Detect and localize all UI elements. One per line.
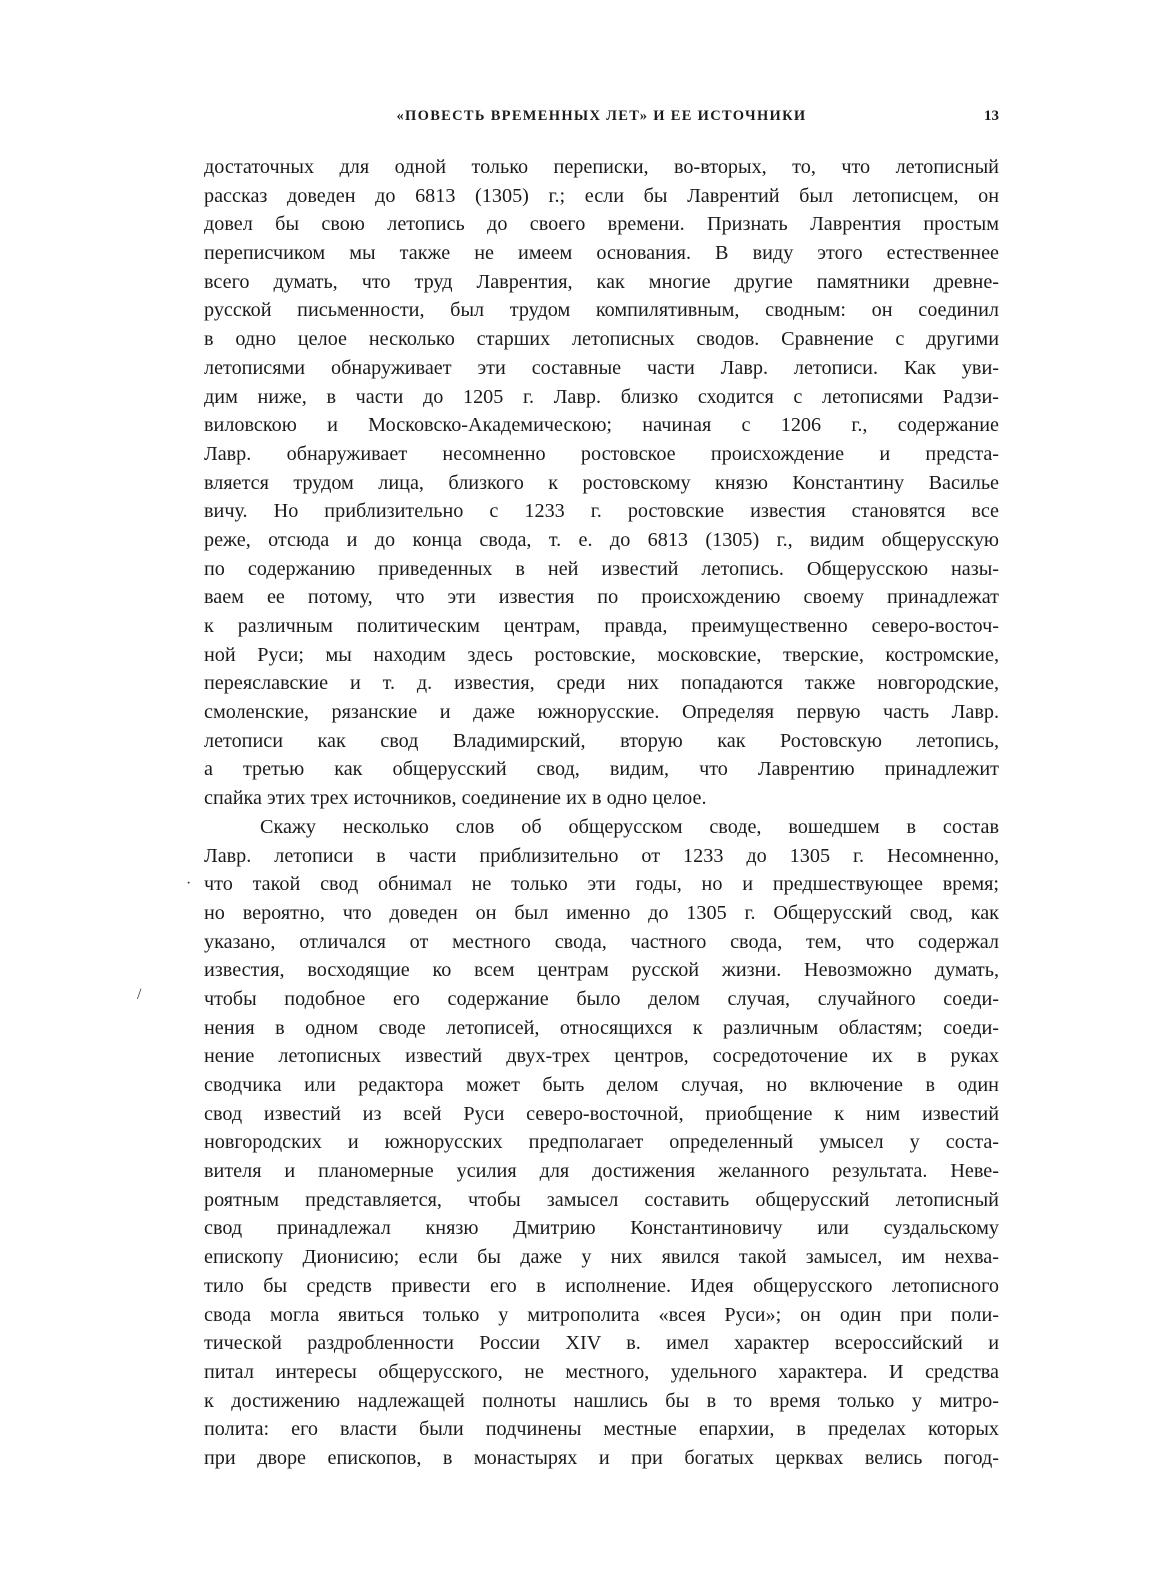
margin-slash-mark: / — [137, 986, 142, 1003]
text-line: нение летописных известий двух-трех центров, сосредоточение их в руках — [204, 1045, 999, 1068]
text-line: при дворе епископов, в монастырях и при богатых церквах велись погод- — [204, 1446, 999, 1469]
text-line: ваем ее потому, что эти известия по происхождению своему принадлежат — [204, 586, 999, 609]
text-line: свода могла явиться только у митрополита «всея Руси»; он один при поли- — [204, 1303, 999, 1326]
text-line: но вероятно, что доведен он был именно до 1305 г. Общерусский свод, как — [204, 901, 999, 924]
text-line: дим ниже, в части до 1205 г. Лавр. близко сходится с летописями Радзи- — [204, 385, 999, 408]
running-head — [204, 104, 999, 128]
text-line: епископу Дионисию; если бы даже у них явился такой замысел, им нехва- — [204, 1246, 999, 1269]
running-title: «ПОВЕСТЬ ВРЕМЕННЫХ ЛЕТ» И ЕЕ ИСТОЧНИКИ — [396, 108, 807, 124]
text-line: в одно целое несколько старших летописных сводов. Сравнение с другими — [204, 328, 999, 351]
text-line: полита: его власти были подчинены местные епархии, в пределах которых — [204, 1418, 999, 1441]
text-line: свод известий из всей Руси северо-восточной, приобщение к ним известий — [204, 1102, 999, 1125]
text-line: по содержанию приведенных в ней известий летопись. Общерусскою назы- — [204, 557, 999, 580]
text-line: к достижению надлежащей полноты нашлись бы в то время только у митро- — [204, 1389, 999, 1412]
text-line: переписчиком мы также не имеем основания. В виду этого естественнее — [204, 242, 999, 265]
text-line: что такой свод обнимал не только эти годы, но и предшествующее время; — [204, 873, 999, 896]
text-line: летописями обнаруживает эти составные части Лавр. летописи. Как уви- — [204, 356, 999, 379]
text-line: русской письменности, был трудом компилятивным, сводным: он соединил — [204, 299, 999, 322]
text-line: довел бы свою летопись до своего времени. Признать Лаврентия простым — [204, 213, 999, 236]
text-line: нения в одном своде летописей, относящихся к различным областям; соеди- — [204, 1016, 999, 1039]
text-line: указано, отличался от местного свода, частного свода, тем, что содержал — [204, 930, 999, 953]
text-line: сводчика или редактора может быть делом случая, но включение в один — [204, 1074, 999, 1096]
margin-dot-mark: · — [186, 875, 192, 892]
text-line: рассказ доведен до 6813 (1305) г.; если бы Лаврентий был летописцем, он — [204, 184, 999, 207]
body-text — [204, 153, 999, 1473]
text-line: чтобы подобное его содержание было делом случая, случайного соеди- — [204, 987, 999, 1010]
text-line: летописи как свод Владимирский, вторую как Ростовскую летопись, — [204, 729, 999, 752]
text-line: всего думать, что труд Лаврентия, как многие другие памятники древне- — [204, 270, 999, 293]
text-line: виловскою и Московско-Академическою; начиная с 1206 г., содержание — [204, 414, 999, 437]
text-line: вичу. Но приблизительно с 1233 г. ростовские известия становятся все — [204, 500, 999, 523]
text-line: реже, отсюда и до конца свода, т. е. до 6813 (1305) г., видим общерусскую — [204, 528, 999, 551]
page-number: 13 — [984, 108, 999, 124]
text-line: переяславские и т. д. известия, среди них попадаются также новгородские, — [204, 672, 999, 695]
text-line: вляется трудом лица, близкого к ростовскому князю Константину Василье — [204, 471, 999, 494]
paragraph-first-line: Скажу несколько слов об общерусском своде, вошедшем в состав — [260, 815, 999, 838]
text-line: ной Руси; мы находим здесь ростовские, московские, тверские, костромские, — [204, 643, 999, 666]
text-line: смоленские, рязанские и даже южнорусские. Определяя первую часть Лавр. — [204, 701, 999, 724]
text-line: питал интересы общерусского, не местного, удельного характера. И средства — [204, 1360, 999, 1383]
paragraph-last-line: спайка этих трех источников, соединение их в одно целое. — [204, 787, 707, 810]
text-line: свод принадлежал князю Дмитрию Константиновичу или суздальскому — [204, 1217, 999, 1240]
text-line: к различным политическим центрам, правда, преимущественно северо-восточ- — [204, 615, 999, 637]
text-line: вителя и планомерные усилия для достижения желанного результата. Неве- — [204, 1160, 999, 1183]
text-line: Лавр. летописи в части приблизительно от 1233 до 1305 г. Несомненно, — [204, 844, 999, 867]
text-line: Лавр. обнаруживает несомненно ростовское происхождение и предста- — [204, 442, 999, 465]
text-line: роятным представляется, чтобы замысел составить общерусский летописный — [204, 1188, 999, 1211]
text-line: достаточных для одной только переписки, во-вторых, то, что летописный — [204, 156, 999, 178]
text-line: тической раздробленности России XIV в. имел характер всероссийский и — [204, 1332, 999, 1355]
text-line: новгородских и южнорусских предполагает определенный умысел у соста- — [204, 1131, 999, 1154]
text-line: а третью как общерусский свод, видим, что Лаврентию принадлежит — [204, 758, 999, 781]
text-line: известия, восходящие ко всем центрам русской жизни. Невозможно думать, — [204, 959, 999, 982]
text-line: тило бы средств привести его в исполнение. Идея общерусского летописного — [204, 1274, 999, 1297]
